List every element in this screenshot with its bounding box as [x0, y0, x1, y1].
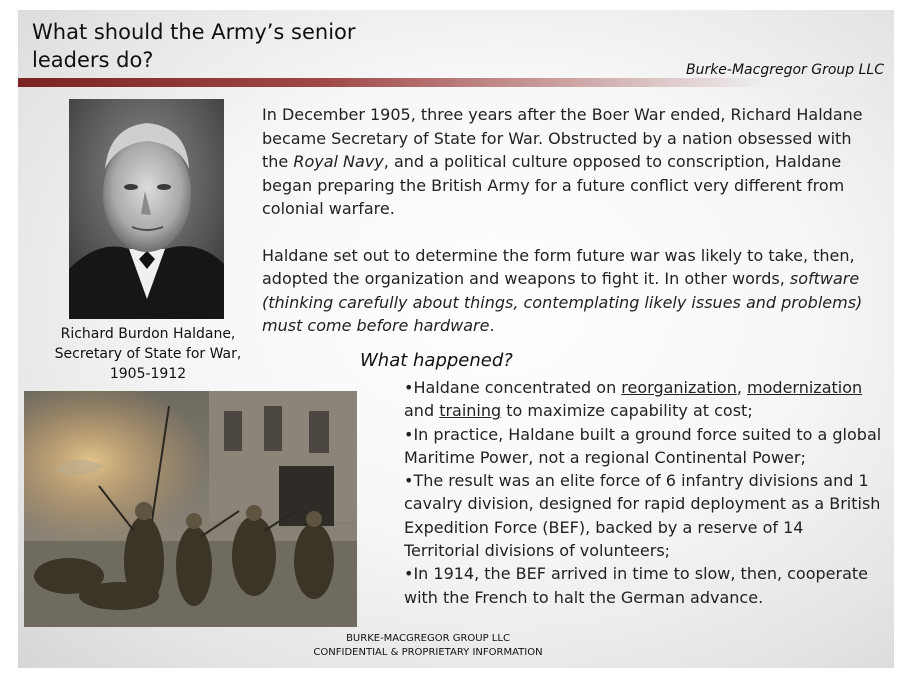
slide [18, 10, 894, 668]
bullet1-and: and [404, 401, 440, 421]
what-happened-list [404, 376, 884, 609]
caption-name: Richard Burdon Haldane, [60, 326, 236, 342]
title-divider-bar [18, 78, 894, 87]
royal-navy-emphasis: Royal Navy [293, 152, 384, 171]
haldane-portrait-photo [69, 99, 224, 319]
paragraph-software-before-hardware [262, 244, 872, 338]
caption-title: Secretary of State for War, [54, 346, 242, 362]
bullet1-separator: , [736, 378, 748, 397]
paragraph2-text-a: Haldane set out to determine the form future war was likely to take, then, adopted the organization and weapons to fight it. In other words, [262, 245, 855, 288]
bullet-1914-advance: •In 1914, the BEF arrived in time to slow, then, cooperate with the French to halt the German advance. [404, 564, 868, 607]
paragraph-haldane-appointment [262, 103, 872, 221]
bullet1-text-a: •Haldane concentrated on [404, 378, 622, 397]
bullet-bef-force: •The result was an elite force of 6 infantry divisions and 1 cavalry division, designed for rapid deployment as a British Expedition Force (BEF), backed by a reserve of 14 Territorial divisions of volunteers; [404, 471, 881, 561]
bullet-maritime-power: •In practice, Haldane built a ground force suited to a global Maritime Power, not a regional Continental Power; [404, 424, 882, 467]
company-name: Burke-Macgregor Group LLC [685, 62, 884, 78]
confidentiality-footer [218, 632, 638, 660]
bullet-haldane-focus [404, 376, 884, 423]
footer-confidential: CONFIDENTIAL & PROPRIETARY INFORMATION [313, 647, 543, 658]
modernization-underlined: modernization [747, 378, 863, 397]
paragraph1-text-b: , and a political culture opposed to conscription, Haldane began preparing the British Army for a future conflict very different from colonial warfare. [262, 152, 845, 218]
reorganization-underlined: reorganization [621, 378, 737, 397]
slide-title: What should the Army’s senior leaders do? [32, 20, 356, 72]
portrait-caption [48, 324, 248, 384]
what-happened-heading: What happened? [360, 350, 513, 371]
footer-company: BURKE-MACGREGOR GROUP LLC [346, 633, 510, 644]
paragraph2-text-b: . [489, 316, 495, 335]
battle-painting-image [24, 391, 357, 627]
paragraph1-text-a: In December 1905, three years after the Boer War ended, Richard Haldane became Secretary of State for War. Obstructed by a nation obsessed with the [262, 105, 863, 171]
software-emphasis: software (thinking carefully about things, contemplating likely issues and problems) must come before hardware [262, 269, 863, 335]
intro-text [262, 103, 872, 361]
caption-years: 1905-1912 [109, 366, 187, 382]
training-underlined: training [439, 401, 502, 421]
bullet1-text-b: to maximize capability at cost; [501, 401, 753, 421]
